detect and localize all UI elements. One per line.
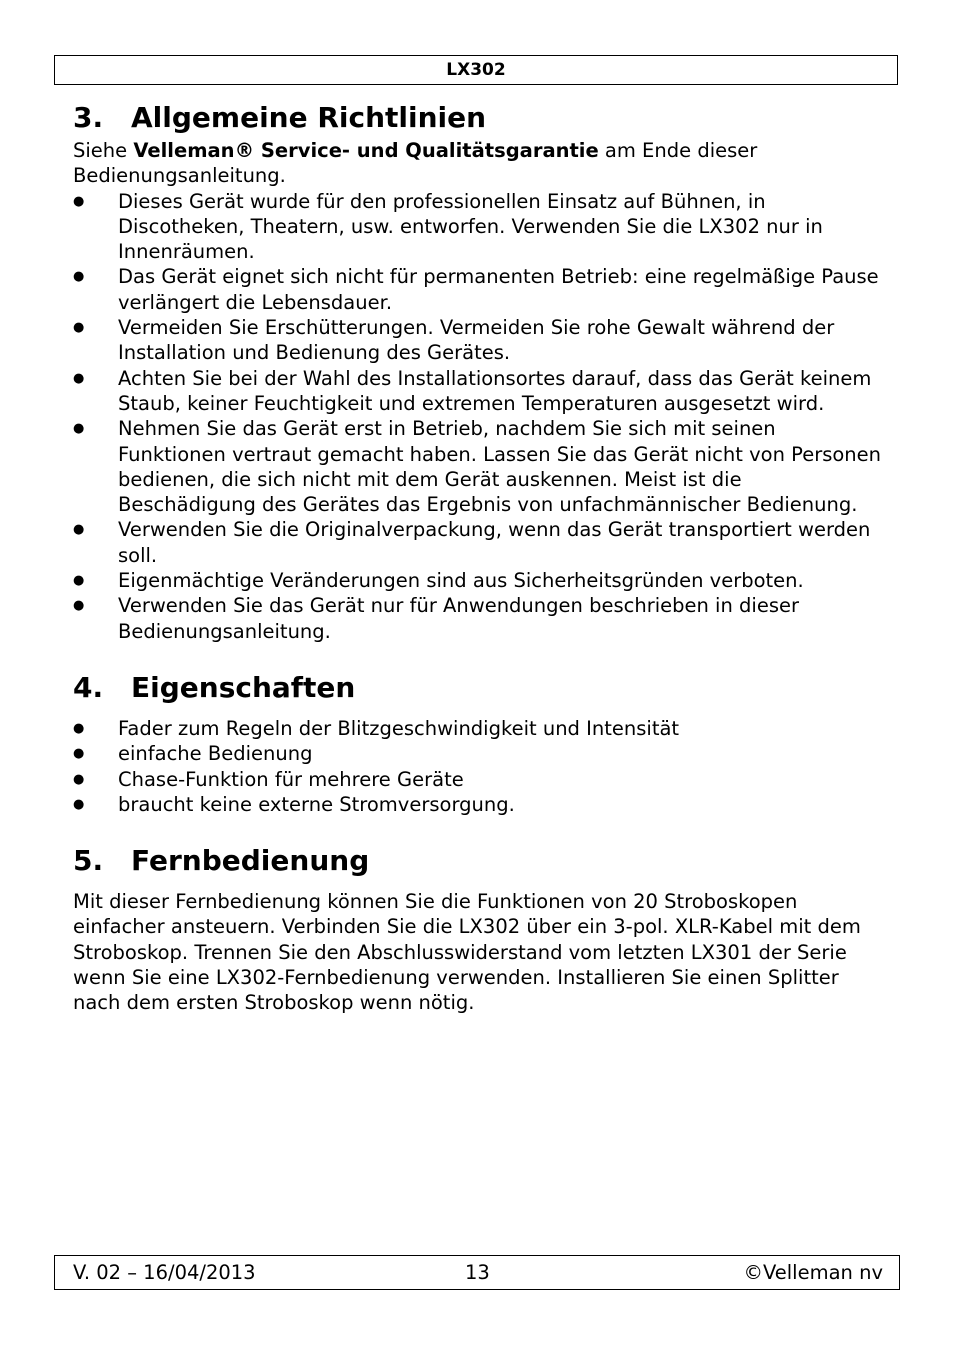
- section-3-title: Allgemeine Richtlinien: [131, 101, 487, 134]
- bullet-icon: ●: [73, 573, 85, 589]
- footer-copyright: ©Velleman nv: [743, 1261, 883, 1284]
- footer-version: V. 02 – 16/04/2013: [73, 1261, 256, 1284]
- bullet-icon: ●: [73, 193, 85, 209]
- section-5-number: 5.: [73, 844, 104, 878]
- section-4-list: [73, 716, 883, 817]
- list-item: [73, 416, 883, 517]
- bullet-icon: ●: [73, 269, 85, 285]
- list-item-text: Verwenden Sie die Originalverpackung, wenn das Gerät transportiert werden soll.: [118, 518, 871, 567]
- bullet-icon: ●: [73, 720, 85, 736]
- list-item-text: Fader zum Regeln der Blitzgeschwindigkeit und Intensität: [118, 716, 680, 740]
- section-3-list: [73, 189, 883, 644]
- page-footer: [54, 1255, 900, 1290]
- list-item-text: Chase-Funktion für mehrere Geräte: [118, 767, 464, 791]
- list-item-text: braucht keine externe Stromversorgung.: [118, 792, 515, 816]
- intro-suffix: am Ende dieser Bedienungsanleitung.: [73, 139, 758, 188]
- bullet-icon: ●: [73, 771, 85, 787]
- list-item-text: Verwenden Sie das Gerät nur für Anwendungen beschrieben in dieser Bedienungsanleitung.: [118, 594, 799, 643]
- page-content: [73, 98, 883, 1016]
- list-item: [73, 568, 883, 593]
- list-item-text: einfache Bedienung: [118, 742, 313, 766]
- list-item-text: Dieses Gerät wurde für den professionellen Einsatz auf Bühnen, in Discotheken, Theatern, usw. entworfen. Verwenden Sie die LX302 nur in Innenräumen.: [118, 189, 823, 264]
- list-item-text: Nehmen Sie das Gerät erst in Betrieb, nachdem Sie sich mit seinen Funktionen vertraut gemacht haben. Lassen Sie das Gerät nicht von Personen bedienen, die sich nicht mit dem Gerät auskennen. Meist ist die Beschädigung des Gerätes das Ergebnis von unfachmännischer Bedienung.: [118, 417, 882, 517]
- bullet-icon: ●: [73, 598, 85, 614]
- section-3-number: 3.: [73, 101, 104, 134]
- list-item-text: Achten Sie bei der Wahl des Installationsortes darauf, dass das Gerät keinem Staub, keiner Feuchtigkeit und extremen Temperaturen ausgesetzt wird.: [118, 366, 872, 415]
- list-item: [73, 593, 883, 644]
- bullet-icon: ●: [73, 421, 85, 437]
- bullet-icon: ●: [73, 320, 85, 336]
- list-item: [73, 517, 883, 568]
- list-item-text: Vermeiden Sie Erschütterungen. Vermeiden Sie rohe Gewalt während der Installation und Bedienung des Gerätes.: [118, 316, 835, 365]
- list-item: [73, 189, 883, 265]
- intro-prefix: Siehe: [73, 139, 134, 162]
- bullet-icon: ●: [73, 746, 85, 762]
- header-title: LX302: [446, 60, 506, 80]
- footer-page-number: 13: [465, 1261, 490, 1284]
- list-item: [73, 792, 883, 817]
- section-4-heading: [73, 668, 883, 708]
- list-item: [73, 264, 883, 315]
- list-item-text: Das Gerät eignet sich nicht für permanenten Betrieb: eine regelmäßige Pause verlängert die Lebensdauer.: [118, 265, 879, 314]
- section-5-title: Fernbedienung: [131, 844, 370, 878]
- section-5-heading: [73, 841, 883, 881]
- bullet-icon: ●: [73, 370, 85, 386]
- section-5-paragraph: Mit dieser Fernbedienung können Sie die Funktionen von 20 Stroboskopen einfacher ansteuern. Verbinden Sie die LX302 über ein 3-pol. XLR-Kabel mit dem Stroboskop. Trennen Sie den Abschlusswiderstand vom letzten LX301 der Serie wenn Sie eine LX302-Fernbedienung verwenden. Installieren Sie einen Splitter nach dem ersten Stroboskop wenn nötig.: [73, 890, 861, 1015]
- section-3-heading: [73, 98, 883, 138]
- list-item: [73, 741, 883, 766]
- section-4-number: 4.: [73, 670, 104, 704]
- page-header: [54, 55, 898, 85]
- intro-bold: Velleman® Service- und Qualitätsgarantie: [133, 139, 599, 162]
- list-item: [73, 767, 883, 792]
- list-item: [73, 366, 883, 417]
- bullet-icon: ●: [73, 522, 85, 538]
- bullet-icon: ●: [73, 796, 85, 812]
- section-4-title: Eigenschaften: [131, 670, 356, 704]
- section-3-intro: [73, 138, 883, 189]
- list-item-text: Eigenmächtige Veränderungen sind aus Sicherheitsgründen verboten.: [118, 569, 804, 593]
- list-item: [73, 716, 883, 741]
- list-item: [73, 315, 883, 366]
